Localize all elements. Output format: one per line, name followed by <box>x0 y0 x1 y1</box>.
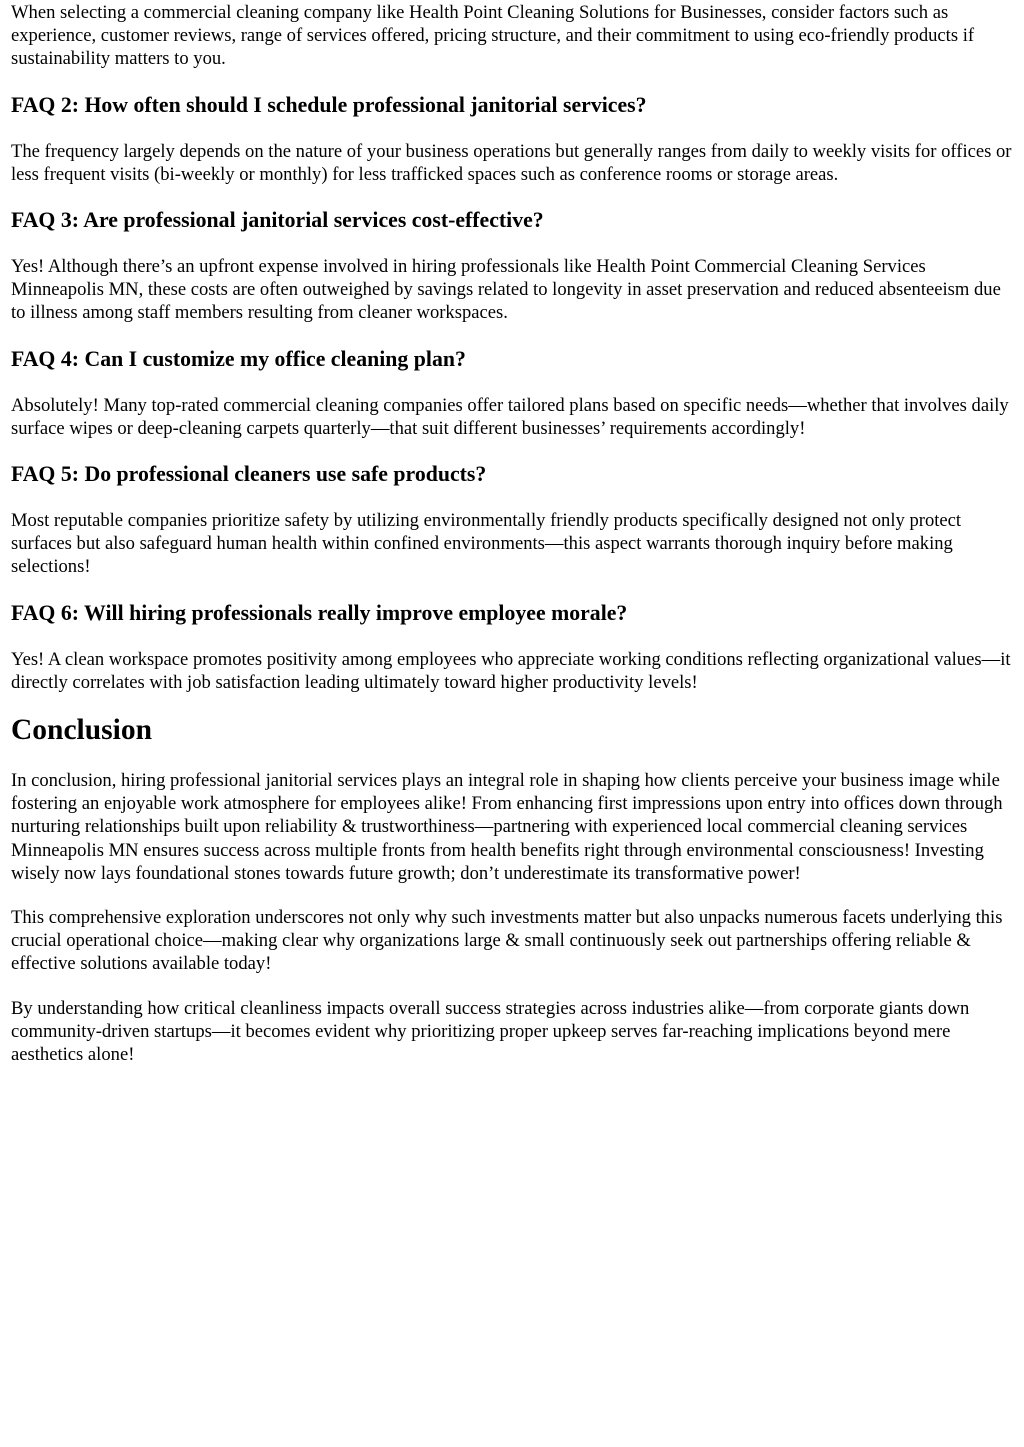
intro-paragraph: When selecting a commercial cleaning company like Health Point Cleaning Solutions for Businesses, consider factors such as experience, customer reviews, range of services offered, pricing structure, and their commitment to using eco-friendly products if sustainability matters to you. <box>11 2 975 70</box>
faq-5 <box>11 461 1016 579</box>
faq-3 <box>11 207 1016 325</box>
conclusion-section <box>11 713 1016 1066</box>
faq-question: FAQ 6: Will hiring professionals really improve employee morale? <box>11 600 628 625</box>
faq-4 <box>11 346 1016 440</box>
faq-question: FAQ 4: Can I customize my office cleaning plan? <box>11 346 466 371</box>
faq-question: FAQ 2: How often should I schedule professional janitorial services? <box>11 92 647 117</box>
faq-answer: Most reputable companies prioritize safety by utilizing environmentally friendly products specifically designed not only protect surfaces but also safeguard human health within confined environments—this aspect warrants thorough inquiry before making selections! <box>11 510 962 578</box>
faq-answer: Absolutely! Many top-rated commercial cleaning companies offer tailored plans based on specific needs—whether that involves daily surface wipes or deep-cleaning carpets quarterly—that suit different businesses’ requirements accordingly! <box>11 394 1009 439</box>
conclusion-paragraph: This comprehensive exploration underscores not only why such investments matter but also unpacks numerous facets underlying this crucial operational choice—making clear why organizations large & small continuously seek out partnerships offering reliable & effective solutions available today! <box>11 907 1003 975</box>
faq-answer: The frequency largely depends on the nature of your business operations but generally ranges from daily to weekly visits for offices or less frequent visits (bi-weekly or monthly) for less trafficked spaces such as conference rooms or storage areas. <box>11 140 1012 185</box>
faq-answer: Yes! A clean workspace promotes positivity among employees who appreciate working conditions reflecting organizational values—it directly correlates with job satisfaction leading ultimately toward higher productivity levels! <box>11 648 1011 693</box>
faq-2 <box>11 92 1016 186</box>
conclusion-paragraph: In conclusion, hiring professional janitorial services plays an integral role in shaping how clients perceive your business image while fostering an enjoyable work atmosphere for employees alike! From enhancing first impressions upon entry into offices down through nurturing relationships built upon reliability & trustworthiness—partnering with experienced local commercial cleaning services Minneapolis MN ensures success across multiple fronts from health benefits right through environmental consciousness! Investing wisely now lays foundational stones towards future growth; don’t underestimate its transformative power! <box>11 770 1003 884</box>
article-body <box>0 1 1024 1066</box>
faq-6 <box>11 600 1016 694</box>
conclusion-heading: Conclusion <box>11 714 152 747</box>
faq-answer: Yes! Although there’s an upfront expense involved in hiring professionals like Health Point Commercial Cleaning Services Minneapolis MN, these costs are often outweighed by savings related to longevity in asset preservation and reduced absenteeism due to illness among staff members resulting from cleaner workspaces. <box>11 256 1001 324</box>
faq-question: FAQ 5: Do professional cleaners use safe products? <box>11 462 487 487</box>
faq-question: FAQ 3: Are professional janitorial services cost-effective? <box>11 208 544 233</box>
conclusion-paragraph: By understanding how critical cleanliness impacts overall success strategies across industries alike—from corporate giants down community-driven startups—it becomes evident why prioritizing proper upkeep serves far-reaching implications beyond mere aesthetics alone! <box>11 997 970 1066</box>
